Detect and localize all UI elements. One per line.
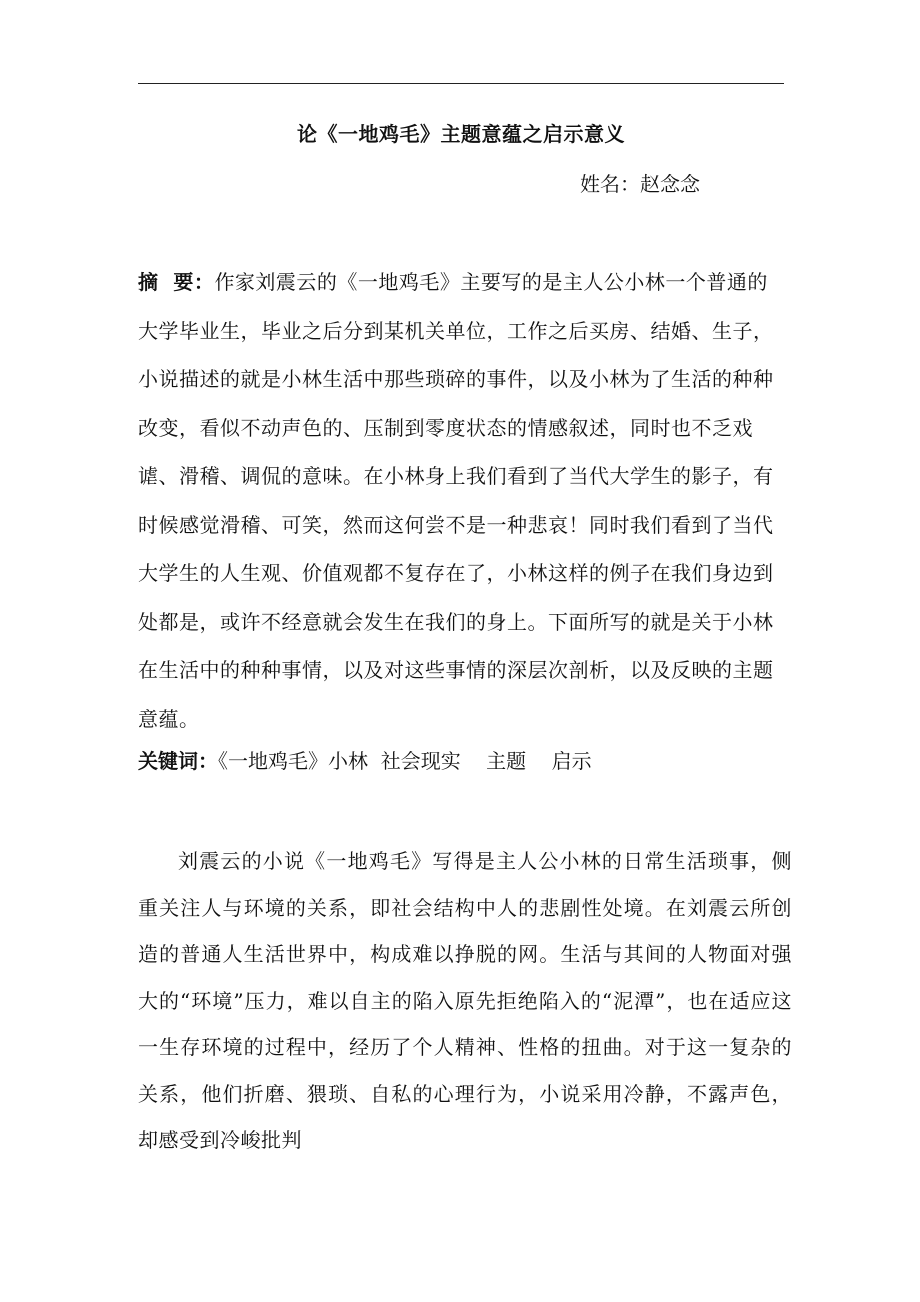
- author-line: 姓名：赵念念: [580, 172, 700, 196]
- abstract-text: 作家刘震云的《一地鸡毛》主要写的是主人公小林一个普通的大学毕业生，毕业之后分到某机关单位，工作之后买房、结婚、生子，小说描述的就是小林生活中那些琐碎的事件，以及小林为了生活的种种改变，看似不动声色的、压制到零度状态的情感叙述，同时也不乏戏谑、滑稽、调侃的意味。在小林身上我们看到了当代大学生的影子，有时候感觉滑稽、可笑，然而这何尝不是一种悲哀！同时我们看到了当代大学生的人生观、价值观都不复存在了，小林这样的例子在我们身边到处都是，或许不经意就会发生在我们的身上。下面所写的就是关于小林在生活中的种种事情，以及对这些事情的深层次剖析，以及反映的主题意蕴。: [138, 270, 774, 731]
- header-rule: [138, 83, 784, 84]
- keywords-section: [138, 741, 788, 781]
- keywords-label: 关键词：: [138, 749, 218, 773]
- abstract-section: [138, 258, 788, 743]
- abstract-label: 摘 要：: [138, 270, 215, 294]
- body-paragraph: 刘震云的小说《一地鸡毛》写得是主人公小林的日常生活琐事，侧重关注人与环境的关系，即社会结构中人的悲剧性处境。在刘震云所创造的普通人生活世界中，构成难以挣脱的网。生活与其间的人物面对强大的“环境”压力，难以自主的陷入原先拒绝陷入的“泥潭”，也在适应这一生存环境的过程中，经历了个人精神、性格的扭曲。对于这一复杂的关系，他们折磨、猥琐、自私的心理行为，小说采用冷静，不露声色，却感受到冷峻批判: [138, 849, 792, 1152]
- paper-title: 论《一地鸡毛》主题意蕴之启示意义: [297, 122, 625, 146]
- keywords-text: 《一地鸡毛》小林 社会现实 主题 启示: [218, 749, 592, 773]
